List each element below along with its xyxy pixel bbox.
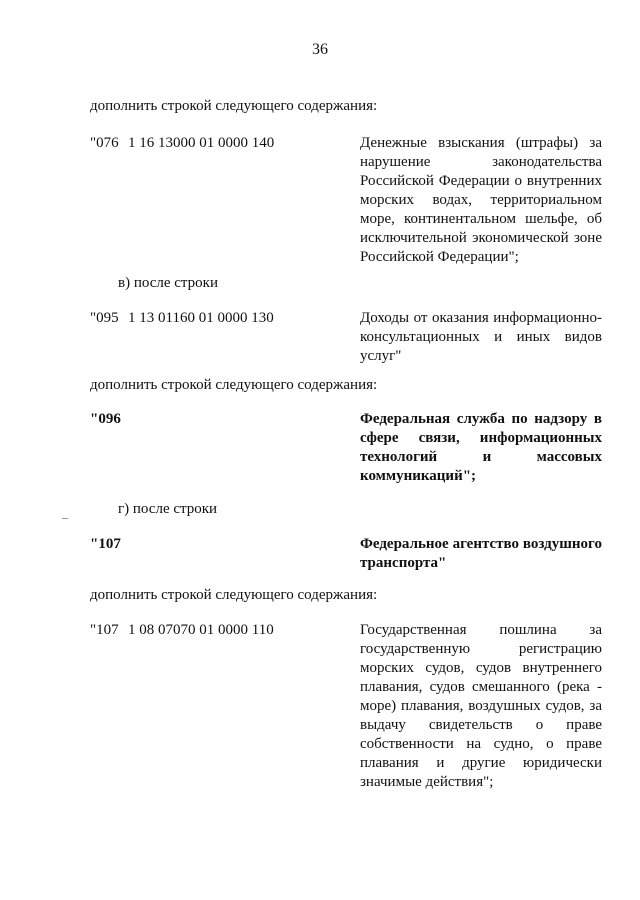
instruction-after-line-g: г) после строки: [118, 501, 218, 517]
entry-description: Денежные взыскания (штрафы) за нарушение законодательства Российской Федерации о внутренних морских водах, территориальном море, континентальном шельфе, об исключительной экономической зоне Российской Федерации";: [360, 135, 602, 265]
entry-description: Государственная пошлина за государственную регистрацию морских судов, судов внутреннего плавания, судов смешанного (река - море) плавания, воздушных судов, за выдачу свидетельств о праве собственности на судно, о праве плавания и другие юридически значимые действия";: [360, 622, 602, 790]
instruction-after-line-v: в) после строки: [118, 275, 218, 291]
admin-code: "076: [90, 135, 119, 151]
admin-code: "107: [90, 536, 121, 552]
admin-code: "096: [90, 411, 121, 427]
margin-mark: [62, 518, 68, 519]
entry-description: Федеральное агентство воздушного транспорта": [360, 536, 602, 571]
budget-classification-code: 1 13 01160 01 0000 130: [128, 310, 274, 326]
instruction-add-line: дополнить строкой следующего содержания:: [90, 587, 378, 603]
admin-code: "107: [90, 622, 119, 638]
budget-classification-code: 1 16 13000 01 0000 140: [128, 135, 275, 151]
instruction-add-line: дополнить строкой следующего содержания:: [90, 377, 378, 393]
instruction-add-line: дополнить строкой следующего содержания:: [90, 98, 378, 114]
entry-description: Федеральная служба по надзору в сфере связи, информационных технологий и массовых коммуникаций";: [360, 411, 602, 484]
entry-description: Доходы от оказания информационно-консультационных и иных видов услуг": [360, 310, 602, 364]
budget-classification-code: 1 08 07070 01 0000 110: [128, 622, 274, 638]
page-number: 36: [312, 41, 328, 58]
admin-code: "095: [90, 310, 119, 326]
